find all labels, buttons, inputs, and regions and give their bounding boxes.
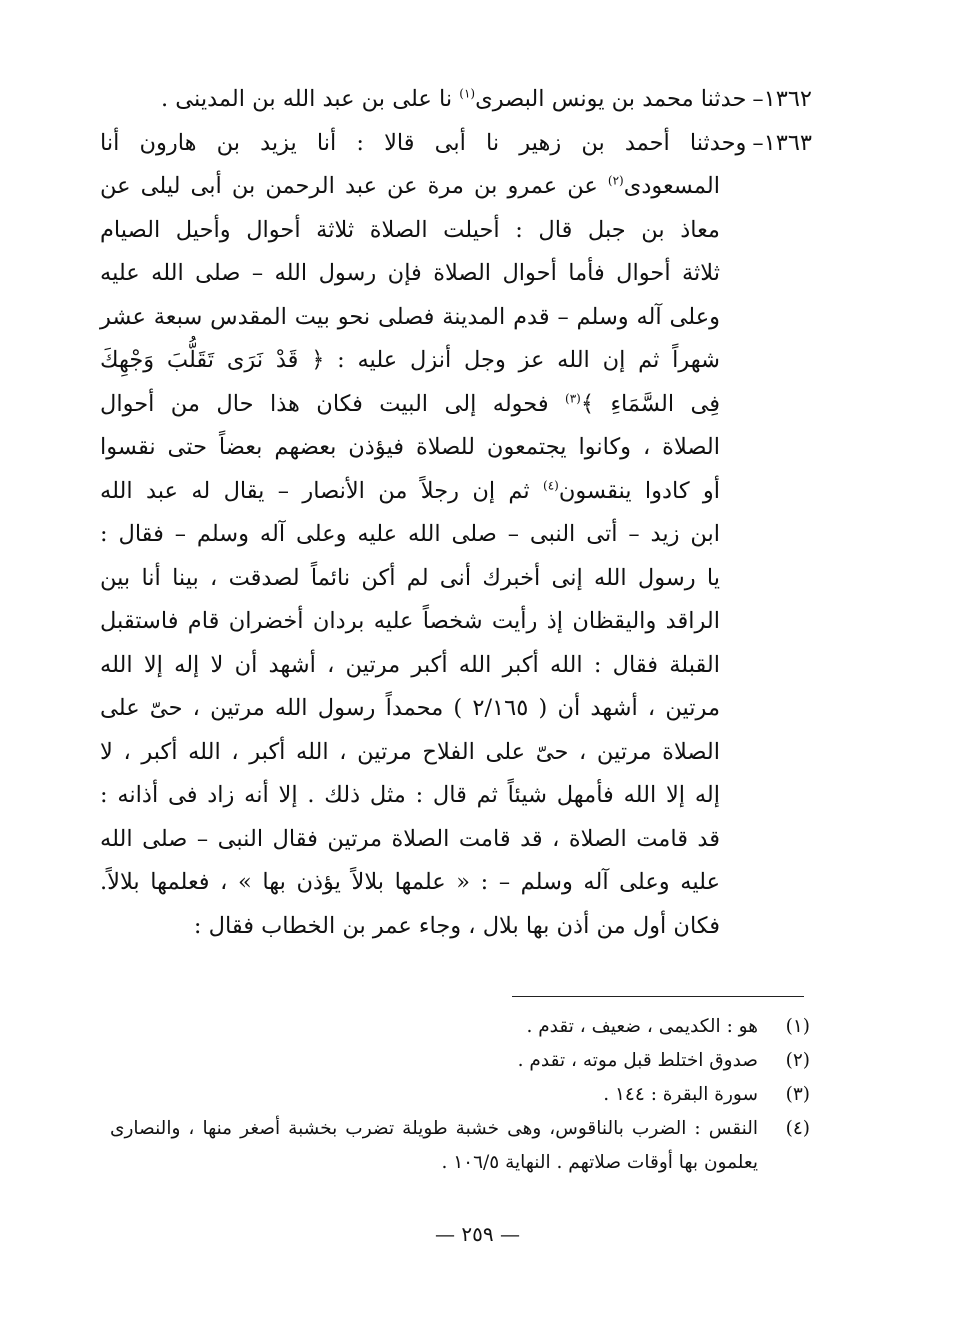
hadith-text: المسعودى [623, 173, 720, 199]
main-text [100, 78, 812, 948]
footnote-text: صدوق اختلط قبل موته ، تقدم . [517, 1050, 758, 1071]
hadith-1363-line: قد قامت الصلاة ، قد قامت الصلاة مرتين فقال النبى – صلى الله [100, 825, 720, 852]
footnote-number: (٣) [785, 1084, 810, 1105]
hadith-text: فحوله إلى البيت فكان هذا حال من أحوال [100, 390, 566, 417]
hadith-text: وحدثنا أحمد بن زهير نا أبى قالا : أنا يزيد بن هارون أنا [100, 129, 747, 156]
hadith-1363-line [100, 165, 812, 209]
footnote-text: النقس : الضرب بالناقوس، وهى خشبة طويلة تضرب بخشبة أصغر منها ، والنصارى يعلمون بها أوقات صلاتهم . النهاية ١٠٦/٥ . [110, 1118, 758, 1173]
footnote-item [110, 1112, 810, 1180]
hadith-1363-line [100, 470, 812, 514]
footnote-number: (١) [785, 1016, 810, 1037]
footnote-ref: (١) [459, 86, 476, 101]
footnote-item [110, 1044, 810, 1078]
hadith-text: عن عمرو بن مرة عن عبد الرحمن بن أبى ليلى عن [100, 173, 608, 199]
hadith-1363-line: إله إلا الله فأمهل شيئاً ثم قال : مثل ذلك . إلا أنه زاد فى أذانه : [100, 782, 720, 808]
hadith-text: نا على بن عبد الله بن المدينى . [161, 86, 460, 112]
footnote-text: سورة البقرة : ١٤٤ . [603, 1084, 758, 1105]
footnotes [110, 1010, 810, 1180]
hadith-1363-line: ابن زيد – أتى النبى – صلى الله عليه وعلى آله وسلم – فقال : [100, 521, 720, 547]
footnote-item [110, 1078, 810, 1112]
page-number: — ٢٥٩ — [435, 1222, 520, 1246]
hadith-text: ثم إن رجلاً من الأنصار – يقال له عبد الله [100, 477, 544, 504]
hadith-1363-line [100, 383, 812, 427]
footnote-number: (٢) [785, 1050, 810, 1071]
hadith-1363-line [100, 122, 812, 166]
hadith-1363-line: الصلاة ، وكانوا يجتمعون للصلاة فيؤذن بعضهم بعضاً حتى نقسوا [100, 434, 720, 460]
hadith-1362 [100, 78, 812, 122]
hadith-1363-line: يا رسول الله إنى أخبرك أنى لم أكن نائماً لصدقت ، بينا أنا بين [100, 564, 720, 591]
footnote-number: (٤) [785, 1118, 810, 1139]
hadith-1363-line: القبلة فقال : الله أكبر الله أكبر مرتين ، أشهد أن لا إله إلا الله [100, 651, 720, 678]
hadith-1363-line: معاذ بن جبل قال : أحيلت الصلاة ثلاثة أحوال وأحيل الصيام [100, 216, 720, 243]
footnote-ref: (٤) [543, 478, 559, 492]
hadith-1363-line: ثلاثة أحوال فأما أحوال الصلاة فإن رسول الله – صلى الله عليه [100, 260, 720, 286]
footnote-separator [512, 996, 804, 997]
hadith-1363-line: فكان أول من أذن بها بلال ، وجاء عمر بن الخطاب فقال : [193, 912, 720, 939]
footnote-ref: (٢) [607, 173, 624, 188]
footnote-text: هو : الكديمى ، ضعيف ، تقدم . [526, 1016, 758, 1037]
quran-text: فِى السَّمَاءِ ﴾ [580, 390, 721, 417]
hadith-1363-line: وعلى آله وسلم – قدم المدينة فصلى نحو بيت المقدس سبعة عشر [100, 303, 720, 330]
hadith-1363-line: الراقد واليقظان إذ رأيت شخصاً عليه بردان أخضران قام فاستقبل [100, 608, 720, 634]
hadith-1363-line: شهراً ثم إن الله عز وجل أنزل عليه : ﴿ قَدْ نَرَى تَقَلُّبَ وَجْهِكَ [100, 347, 720, 373]
hadith-number: ١٣٦٢– [752, 86, 812, 112]
hadith-1363-line: مرتين ، أشهد أن ( ٢/١٦٥ ) محمداً رسول الله مرتين ، حىّ على [100, 695, 720, 721]
hadith-text: أو كادوا ينقسون [558, 477, 720, 504]
footnote-item [110, 1010, 810, 1044]
footnote-ref: (٣) [565, 391, 581, 405]
hadith-1363-line: عليه وعلى آله وسلم – : « علمها بلالاً يؤذن بها » ، فعلمها بلالاً. [100, 869, 720, 895]
hadith-number: ١٣٦٣– [752, 129, 812, 156]
hadith-1363-line: الصلاة مرتين ، حىّ على الفلاح مرتين ، الله أكبر ، الله أكبر ، لا [100, 738, 720, 765]
hadith-text: حدثنا محمد بن يونس البصرى [475, 86, 747, 112]
